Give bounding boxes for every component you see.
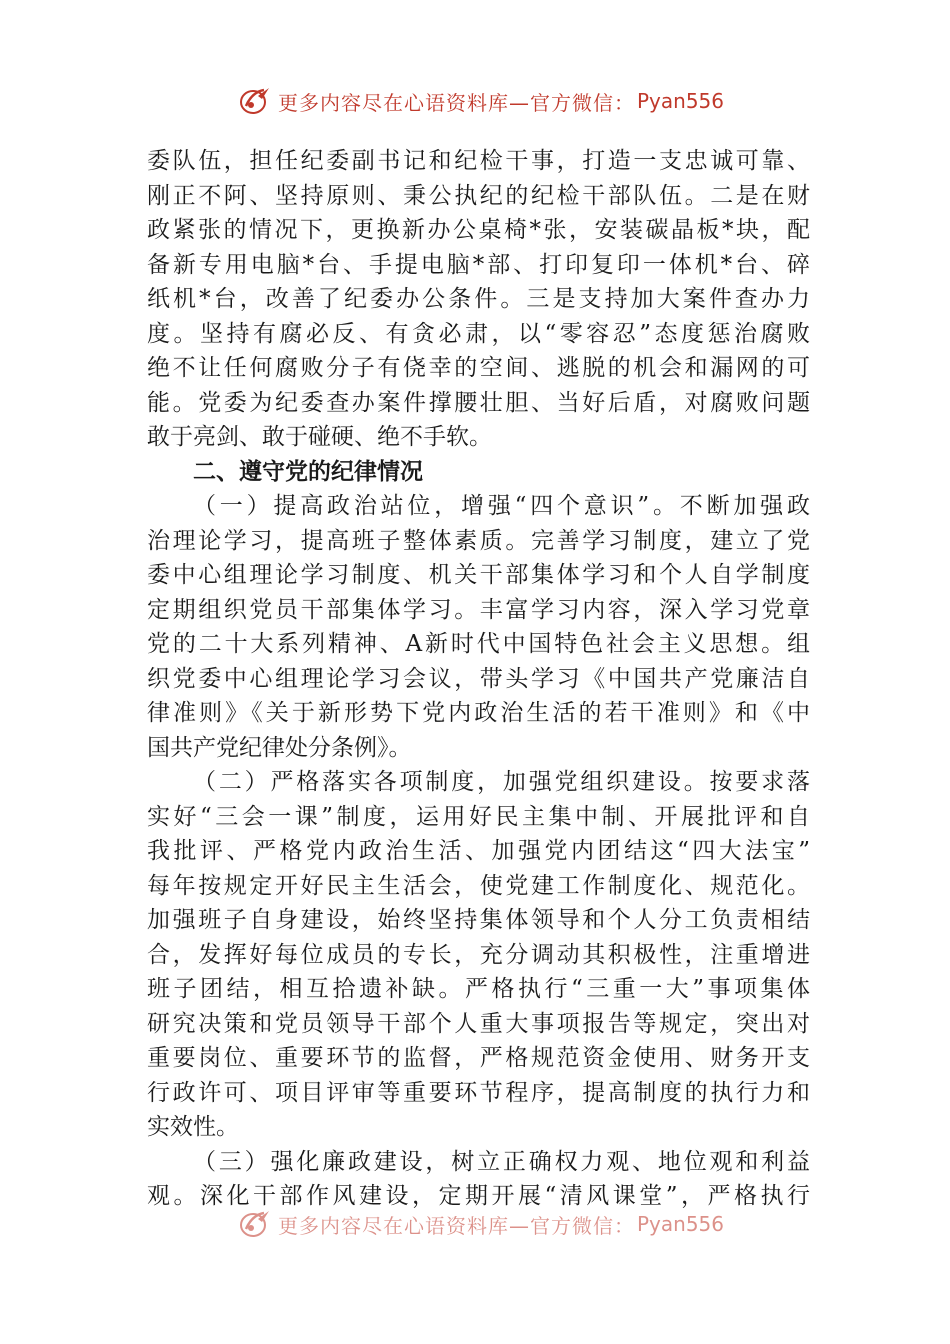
logo-icon [238,1209,272,1239]
logo-icon [238,86,272,116]
section-heading: 二、遵守党的纪律情况 [193,458,423,485]
watermark-text: 更多内容尽在心语资料库—官方微信： [278,90,635,115]
text-line: 政紧张的情况下，更换新办公桌椅*张，安装碳晶板*块，配 [147,217,810,243]
text-line: 委中心组理论学习制度、机关干部集体学习和个人自学制度 [147,562,810,588]
document-body [147,144,810,1214]
text-line: 班子团结，相互拾遗补缺。严格执行“三重一大”事项集体 [147,976,810,1002]
text-line: 行政许可、项目评审等重要环节程序，提高制度的执行力和 [147,1079,810,1106]
text-line: （二）严格落实各项制度，加强党组织建设。按要求落 [193,769,810,795]
watermark-wechat-id: Pyan556 [637,1212,725,1236]
text-line: 合，发挥好每位成员的专长，充分调动其积极性，注重增进 [147,941,810,968]
watermark-wechat-id: Pyan556 [637,89,725,113]
text-line: 度。坚持有腐必反、有贪必肃，以“零容忍”态度惩治腐败 [147,320,810,347]
text-line: 国共产党纪律处分条例》。 [147,734,412,761]
text-line: 绝不让任何腐败分子有侥幸的空间、逃脱的机会和漏网的可 [147,355,810,381]
watermark-text: 更多内容尽在心语资料库—官方微信： [278,1213,635,1238]
text-line: 每年按规定开好民主生活会，使党建工作制度化、规范化。 [147,872,810,899]
text-line: 敢于亮剑、敢于碰硬、绝不手软。 [147,424,492,450]
text-line: 实效性。 [147,1114,239,1140]
text-line: 加强班子自身建设，始终坚持集体领导和个人分工负责相结 [147,907,810,933]
text-line: 纸机*台，改善了纪委办公条件。三是支持加大案件查办力 [147,286,810,312]
text-line: 观。深化干部作风建设，定期开展“清风课堂”，严格执行 [147,1183,810,1209]
text-line: 织党委中心组理论学习会议，带头学习《中国共产党廉洁自 [147,665,810,692]
watermark-header [238,86,724,116]
text-line: 重要岗位、重要环节的监督，严格规范资金使用、财务开支 [147,1045,810,1071]
text-line: 我批评、严格党内政治生活、加强党内团结这“四大法宝” [147,838,810,864]
watermark-footer [238,1209,724,1239]
text-line: （一）提高政治站位，增强“四个意识”。不断加强政 [193,493,810,519]
text-line: 党的二十大系列精神、A新时代中国特色社会主义思想。组 [147,631,810,657]
text-line: 研究决策和党员领导干部个人重大事项报告等规定，突出对 [147,1010,810,1037]
text-line: 定期组织党员干部集体学习。丰富学习内容，深入学习党章 [147,596,810,623]
text-line: （三）强化廉政建设，树立正确权力观、地位观和利益 [193,1148,810,1175]
text-line: 实好“三会一课”制度，运用好民主集中制、开展批评和自 [147,803,810,830]
text-line: 治理论学习，提高班子整体素质。完善学习制度，建立了党 [147,527,810,554]
text-line: 备新专用电脑*台、手提电脑*部、打印复印一体机*台、碎 [147,251,811,278]
text-line: 刚正不阿、坚持原则、秉公执纪的纪检干部队伍。二是在财 [147,182,810,209]
text-line: 委队伍，担任纪委副书记和纪检干事，打造一支忠诚可靠、 [147,148,810,174]
text-line: 能。党委为纪委查办案件撑腰壮胆、当好后盾，对腐败问题 [147,389,810,416]
text-line: 律准则》《关于新形势下党内政治生活的若干准则》和《中 [147,700,810,726]
